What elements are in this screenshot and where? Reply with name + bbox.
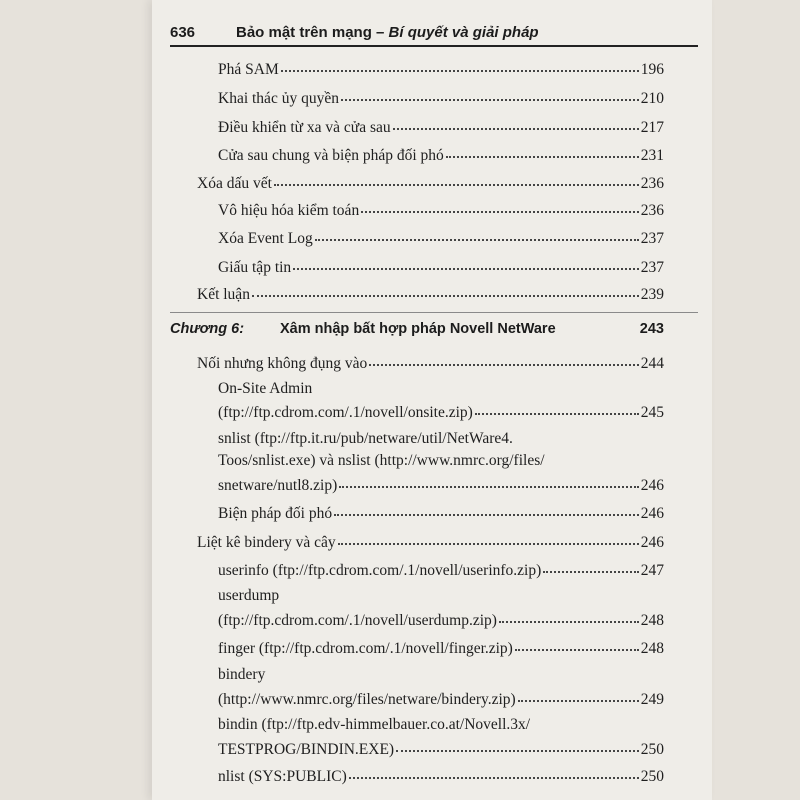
dot-leader: [293, 254, 639, 270]
dot-leader: [334, 500, 639, 516]
dot-leader: [518, 686, 639, 702]
toc-entry[interactable]: [218, 738, 664, 759]
toc-entry[interactable]: [218, 199, 664, 220]
chapter-separator: [170, 312, 698, 313]
toc-entry[interactable]: [218, 502, 664, 523]
toc-entry-text: Kết luận: [197, 285, 250, 303]
toc-entry[interactable]: [218, 637, 664, 658]
dot-leader: [274, 170, 639, 186]
dot-leader: [396, 736, 639, 752]
toc-entry-text: Biện pháp đối phó: [218, 504, 333, 522]
toc-entry-text: (http://www.nmrc.org/files/netware/bindery.zip): [218, 690, 516, 708]
chapter-title: Xâm nhập bất hợp pháp Novell NetWare: [280, 321, 556, 337]
toc-entry[interactable]: [218, 144, 664, 165]
toc-entry-text: (ftp://ftp.cdrom.com/.1/novell/onsite.zip): [218, 403, 473, 421]
toc-entry-page: 236: [640, 201, 664, 219]
toc-entry[interactable]: [218, 609, 664, 630]
toc-entry-page: 246: [640, 476, 664, 494]
toc-entry[interactable]: [218, 87, 664, 108]
dot-leader: [281, 56, 639, 72]
toc-entry[interactable]: [218, 116, 664, 137]
dot-leader: [341, 85, 639, 101]
toc-entry[interactable]: [218, 227, 664, 248]
dot-leader: [515, 635, 639, 651]
dot-leader: [338, 529, 639, 545]
toc-entry-page: 231: [640, 146, 664, 164]
toc-entry-line[interactable]: bindin (ftp://ftp.edv-himmelbauer.co.at/Novell.3x/: [218, 716, 531, 733]
toc-entry-text: Điều khiển từ xa và cửa sau: [218, 118, 391, 136]
toc-entry-text: finger (ftp://ftp.cdrom.com/.1/novell/finger.zip): [218, 639, 513, 657]
toc-entry-text: Giấu tập tin: [218, 258, 292, 276]
toc-entry[interactable]: [197, 172, 664, 193]
toc-entry[interactable]: [218, 256, 664, 277]
toc-entry-line[interactable]: snlist (ftp://ftp.it.ru/pub/netware/util/NetWare4.: [218, 430, 513, 447]
toc-entry-text: Vô hiệu hóa kiểm toán: [218, 201, 360, 219]
toc-entry-page: 249: [640, 690, 664, 708]
toc-entry[interactable]: [218, 559, 664, 580]
toc-entry-page: 237: [640, 258, 664, 276]
toc-entry-text: TESTPROG/BINDIN.EXE): [218, 740, 395, 758]
toc-entry-page: 244: [640, 354, 664, 372]
toc-entry-page: 217: [640, 118, 664, 136]
dot-leader: [543, 557, 638, 573]
dot-leader: [393, 114, 639, 130]
toc-entry[interactable]: [197, 531, 664, 552]
toc-entry-page: 196: [640, 60, 664, 78]
toc-entry[interactable]: [218, 401, 664, 422]
toc-entry-page: 246: [640, 533, 664, 551]
page-header: [170, 20, 700, 46]
toc-entry-page: 250: [640, 740, 664, 758]
toc-entry-text: Xóa dấu vết: [197, 174, 272, 192]
toc-entry-line[interactable]: Toos/snlist.exe) và nslist (http://www.nmrc.org/files/: [218, 452, 545, 469]
running-title-main: Bảo mật trên mạng –: [236, 24, 389, 41]
dot-leader: [369, 350, 638, 366]
page-number: 636: [170, 24, 196, 41]
toc-entry-page: 237: [640, 229, 664, 247]
toc-entry-page: 248: [640, 639, 664, 657]
toc-entry-line[interactable]: bindery: [218, 666, 266, 683]
toc-entry-text: Khai thác ủy quyền: [218, 89, 339, 107]
toc-entry-page: 236: [640, 174, 664, 192]
toc-entry[interactable]: [218, 58, 664, 79]
dot-leader: [339, 472, 639, 488]
running-title-italic: Bí quyết và giải pháp: [388, 24, 539, 41]
toc-entry-page: 210: [640, 89, 664, 107]
dot-leader: [446, 142, 639, 158]
toc-entry-page: 239: [640, 285, 664, 303]
toc-entry-page: 247: [640, 561, 664, 579]
toc-entry[interactable]: [197, 352, 664, 373]
dot-leader: [361, 197, 639, 213]
toc-entry-text: nlist (SYS:PUBLIC): [218, 767, 347, 785]
toc-entry-text: Liệt kê bindery và cây: [197, 533, 336, 551]
dot-leader: [315, 225, 639, 241]
chapter-heading[interactable]: [170, 321, 664, 343]
toc-entry-text: (ftp://ftp.cdrom.com/.1/novell/userdump.zip): [218, 611, 497, 629]
toc-entry-line[interactable]: userdump: [218, 587, 280, 604]
toc-entry-text: Cửa sau chung và biện pháp đối phó: [218, 146, 444, 164]
toc-entry-page: 245: [640, 403, 664, 421]
toc-entry[interactable]: [218, 765, 664, 786]
toc-entry-text: userinfo (ftp://ftp.cdrom.com/.1/novell/userinfo.zip): [218, 561, 542, 579]
toc-entry-page: 248: [640, 611, 664, 629]
dot-leader: [349, 763, 639, 779]
toc-entry[interactable]: [218, 474, 664, 495]
toc-entry-page: 250: [640, 767, 664, 785]
toc-entry-text: Phá SAM: [218, 60, 279, 78]
dot-leader: [475, 399, 639, 415]
chapter-label: Chương 6:: [170, 321, 245, 337]
dot-leader: [252, 281, 639, 297]
running-title: [236, 24, 539, 41]
toc-entry-line[interactable]: On-Site Admin: [218, 380, 313, 397]
dot-leader: [499, 607, 639, 623]
toc-entry[interactable]: [197, 283, 664, 304]
toc-entry-text: Xóa Event Log: [218, 229, 313, 247]
header-rule: [170, 45, 698, 47]
toc-entry-text: Nối nhưng không đụng vào: [197, 354, 368, 372]
toc-entry-text: snetware/nutl8.zip): [218, 476, 338, 494]
toc-entry-page: 246: [640, 504, 664, 522]
toc-entry[interactable]: [218, 688, 664, 709]
chapter-page: 243: [639, 321, 664, 337]
